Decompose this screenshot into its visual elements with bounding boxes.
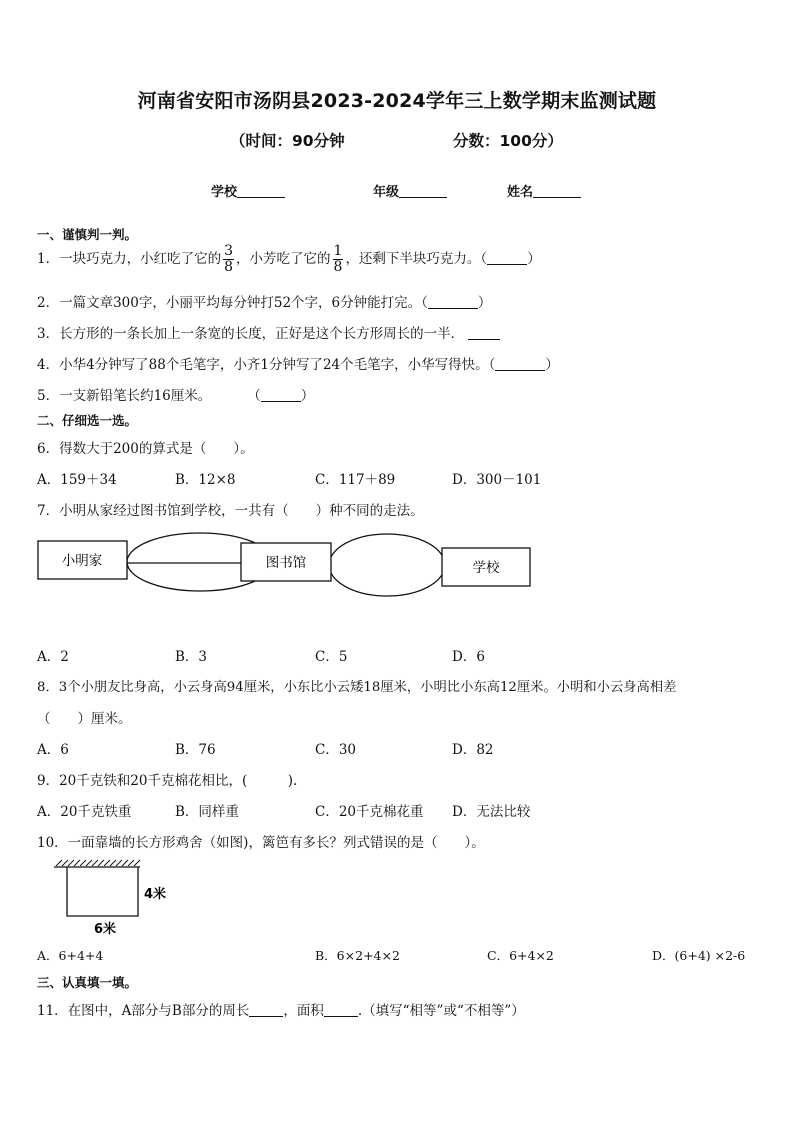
question-6: 6．得数大于200的算式是（ ）。 <box>37 441 254 457</box>
q1-text-start: 1．一块巧克力，小红吃了它的 <box>37 251 222 267</box>
q5-text: 5．一支新铅笔长约16厘米。 <box>37 388 212 404</box>
coop-diagram <box>52 857 182 939</box>
q9-option-b[interactable]: B．同样重 <box>175 804 239 820</box>
bottom-length-label: 6米 <box>94 922 117 937</box>
q3-text: 3．长方形的一条长加上一条宽的长度，正好是这个长方形周长的一半． <box>37 326 465 342</box>
side-length-label: 4米 <box>144 887 167 902</box>
q11-text-end: .（填写“相等”或“不相等”） <box>357 1003 525 1019</box>
fraction-3-8 <box>223 244 234 275</box>
fraction-numerator: 1 <box>333 243 343 259</box>
q8-option-b[interactable]: B．76 <box>175 742 216 758</box>
exam-score: 分数：100分） <box>453 132 563 150</box>
q9-option-a[interactable]: A．20千克铁重 <box>37 804 132 820</box>
q11-text-mid: ，面积 <box>283 1003 324 1019</box>
q9-option-c[interactable]: C．20千克棉花重 <box>315 804 424 820</box>
q5-bracket-close: ） <box>300 388 315 404</box>
fraction-numerator: 3 <box>224 243 234 259</box>
home-label: 小明家 <box>61 553 103 569</box>
question-1 <box>37 244 541 275</box>
q11-perimeter-blank[interactable] <box>249 1004 283 1017</box>
question-5 <box>37 384 314 404</box>
fraction-denominator: 8 <box>224 259 234 275</box>
exam-time: （时间：90分钟 <box>230 132 345 150</box>
grade-blank[interactable] <box>399 184 447 198</box>
q7-option-d[interactable]: D．6 <box>452 649 485 665</box>
question-9: 9．20千克铁和20千克棉花相比，( ). <box>37 773 298 789</box>
q7-option-b[interactable]: B．3 <box>175 649 208 665</box>
q10-option-a[interactable]: A．6+4+4 <box>37 948 104 963</box>
q6-option-d[interactable]: D．300－101 <box>452 472 542 488</box>
grade-label: 年级 <box>373 185 400 200</box>
school-label: 学校 <box>211 185 238 200</box>
fence-outline <box>67 867 138 916</box>
q10-option-c[interactable]: C．6+4×2 <box>487 948 554 963</box>
grade-field[interactable] <box>373 181 447 200</box>
library-label: 图书馆 <box>265 555 307 571</box>
fraction-denominator: 8 <box>333 259 343 275</box>
route-ellipse-2 <box>329 534 445 596</box>
question-7: 7．小明从家经过图书馆到学校，一共有（ ）种不同的走法。 <box>37 503 424 519</box>
q6-option-c[interactable]: C．117＋89 <box>315 472 396 488</box>
wall-hatching <box>56 860 140 866</box>
q1-bracket-close: ） <box>527 251 541 267</box>
q5-bracket-open: （ <box>247 388 261 404</box>
name-blank[interactable] <box>533 184 581 198</box>
q6-option-b[interactable]: B．12×8 <box>175 472 236 488</box>
question-8-line-1: 8．3个小朋友比身高，小云身高94厘米，小东比小云矮18厘米，小明比小东高12厘米。小明和小云身高相差 <box>37 680 677 695</box>
q7-option-c[interactable]: C．5 <box>315 649 348 665</box>
name-label: 姓名 <box>507 185 534 200</box>
q4-answer-blank[interactable] <box>495 358 545 371</box>
section-3-heading: 三、认真填一填。 <box>37 975 138 990</box>
q8-option-d[interactable]: D．82 <box>452 742 494 758</box>
q11-text-start: 11．在图中，A部分与B部分的周长 <box>37 1003 250 1019</box>
q1-text-mid: ，小芳吃了它的 <box>236 251 331 267</box>
q10-option-b[interactable]: B．6×2+4×2 <box>315 948 400 963</box>
q11-area-blank[interactable] <box>324 1004 358 1017</box>
question-3 <box>37 322 500 342</box>
school-blank[interactable] <box>237 184 285 198</box>
school-field[interactable] <box>211 181 285 200</box>
section-1-heading: 一、谨慎判一判。 <box>37 227 138 242</box>
name-field[interactable] <box>507 181 581 200</box>
exam-title: 河南省安阳市汤阴县2023-2024学年三上数学期末监测试题 <box>137 90 657 112</box>
q8-option-a[interactable]: A．6 <box>37 742 69 758</box>
question-8-line-2: （ ）厘米。 <box>37 711 132 727</box>
q10-option-d[interactable]: D．(6+4) ×2-6 <box>652 948 746 963</box>
q4-bracket-close: ） <box>545 357 559 373</box>
fraction-1-8 <box>333 244 344 275</box>
q1-text-end: ，还剩下半块巧克力。（ <box>345 251 488 267</box>
school-label: 学校 <box>472 560 500 576</box>
question-4 <box>37 353 559 373</box>
q8-option-c[interactable]: C．30 <box>315 742 357 758</box>
q7-option-a[interactable]: A．2 <box>37 649 69 665</box>
q1-answer-blank[interactable] <box>487 252 527 265</box>
q3-answer-blank[interactable] <box>468 327 500 340</box>
q4-text: 4．小华4分钟写了88个毛笔字，小齐1分钟写了24个毛笔字，小华写得快。（ <box>37 357 496 373</box>
q2-bracket-close: ） <box>477 295 492 311</box>
question-10: 10．一面靠墙的长方形鸡舍（如图)，篱笆有多长？列式错误的是（ ）。 <box>37 835 485 851</box>
question-2 <box>37 291 491 311</box>
route-diagram <box>30 525 540 605</box>
q6-option-a[interactable]: A．159＋34 <box>37 472 117 488</box>
q2-answer-blank[interactable] <box>428 296 478 309</box>
q9-option-d[interactable]: D．无法比较 <box>452 804 531 820</box>
section-2-heading: 二、仔细选一选。 <box>37 413 138 428</box>
q5-answer-blank[interactable] <box>261 389 301 402</box>
question-11 <box>37 999 525 1019</box>
q2-text: 2．一篇文章300字，小丽平均每分钟打52个字，6分钟能打完。（ <box>37 295 428 311</box>
